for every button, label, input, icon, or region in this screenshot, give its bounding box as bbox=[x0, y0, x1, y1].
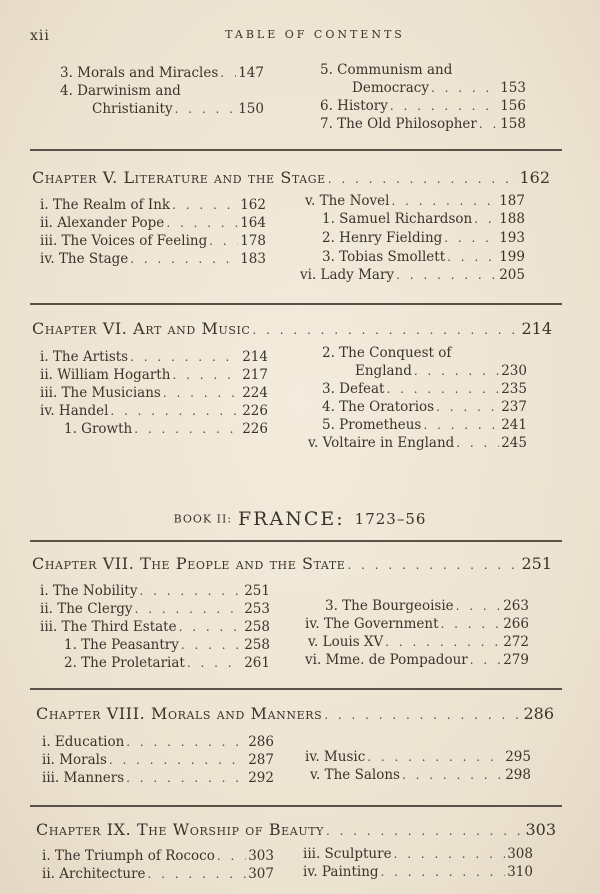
running-head: TABLE OF CONTENTS bbox=[225, 28, 405, 41]
toc-entry[interactable]: ii. Morals . . . 287 bbox=[42, 752, 274, 768]
section-rule bbox=[30, 540, 562, 542]
page-number: xii bbox=[30, 28, 50, 44]
toc-entry[interactable]: v. Voltaire in England . . . 245 bbox=[308, 435, 527, 451]
toc-entry[interactable]: 1. The Peasantry . . . 258 bbox=[64, 637, 270, 653]
toc-entry[interactable]: ii. The Clergy . . . 253 bbox=[40, 601, 270, 617]
toc-entry[interactable]: 3. Tobias Smollett . . . 199 bbox=[322, 249, 525, 265]
toc-entry[interactable]: 2. The Conquest of bbox=[322, 345, 452, 361]
section-rule bbox=[30, 805, 562, 807]
toc-entry[interactable]: 4. Darwinism and bbox=[60, 83, 181, 99]
section-rule bbox=[30, 303, 562, 305]
chapter-heading[interactable]: Chapter VII. The People and the State . . . 251 bbox=[32, 554, 552, 575]
toc-entry[interactable]: iii. The Third Estate . . . 258 bbox=[40, 619, 270, 635]
toc-entry[interactable]: 1. Samuel Richardson . . . 188 bbox=[322, 211, 525, 227]
toc-entry[interactable]: iv. Handel . . . 226 bbox=[40, 403, 268, 419]
book-heading bbox=[0, 508, 600, 530]
toc-entry[interactable]: iv. Music . . . 295 bbox=[305, 749, 531, 765]
toc-entry[interactable]: iv. The Government . . . 266 bbox=[305, 616, 529, 632]
toc-entry[interactable]: i. Education . . . 286 bbox=[42, 734, 274, 750]
toc-entry[interactable]: 3. Defeat . . . 235 bbox=[322, 381, 527, 397]
toc-entry[interactable]: iii. Sculpture . . . 308 bbox=[303, 846, 533, 862]
toc-entry[interactable]: i. The Artists . . . 214 bbox=[40, 349, 268, 365]
toc-entry[interactable]: iv. Painting . . . 310 bbox=[303, 864, 533, 880]
toc-entry[interactable]: 5. Prometheus . . . 241 bbox=[322, 417, 527, 433]
toc-entry[interactable]: vi. Mme. de Pompadour . . . 279 bbox=[305, 652, 529, 668]
toc-entry[interactable]: ii. William Hogarth . . . 217 bbox=[40, 367, 268, 383]
toc-entry[interactable]: v. The Novel . . . 187 bbox=[305, 193, 525, 209]
book-years: 1723–56 bbox=[354, 510, 427, 528]
book-label: BOOK II: bbox=[173, 512, 232, 526]
toc-entry[interactable]: 1. Growth . . . 226 bbox=[64, 421, 268, 437]
toc-entry[interactable]: 6. History . . . 156 bbox=[320, 98, 526, 114]
toc-entry-continuation[interactable]: Democracy . . . 153 bbox=[352, 80, 526, 96]
toc-entry[interactable]: v. Louis XV . . . 272 bbox=[308, 634, 529, 650]
chapter-heading[interactable]: Chapter IX. The Worship of Beauty . . . 303 bbox=[36, 820, 556, 841]
section-rule bbox=[30, 688, 562, 690]
chapter-heading[interactable]: Chapter VI. Art and Music . . . 214 bbox=[32, 319, 552, 340]
chapter-heading[interactable]: Chapter V. Literature and the Stage . . . 162 bbox=[32, 168, 550, 189]
toc-entry[interactable]: iii. Manners . . . 292 bbox=[42, 770, 274, 786]
chapter-heading[interactable]: Chapter VIII. Morals and Manners . . . 286 bbox=[36, 704, 554, 725]
toc-entry[interactable]: iii. The Voices of Feeling . . . 178 bbox=[40, 233, 266, 249]
toc-entry[interactable]: 3. Morals and Miracles . . . 147 bbox=[60, 65, 264, 81]
toc-entry[interactable]: i. The Nobility . . . 251 bbox=[40, 583, 270, 599]
toc-entry[interactable]: i. The Realm of Ink . . . 162 bbox=[40, 197, 266, 213]
page-header bbox=[30, 28, 560, 48]
toc-entry-continuation[interactable]: England . . . 230 bbox=[355, 363, 527, 379]
toc-entry[interactable]: 2. The Proletariat . . . 261 bbox=[64, 655, 270, 671]
toc-entry[interactable]: 7. The Old Philosopher . . . 158 bbox=[320, 116, 526, 132]
section-rule bbox=[30, 149, 562, 151]
toc-entry[interactable]: vi. Lady Mary . . . 205 bbox=[300, 267, 525, 283]
book-name: FRANCE: bbox=[238, 508, 345, 530]
toc-entry[interactable]: iv. The Stage . . . 183 bbox=[40, 251, 266, 267]
toc-entry[interactable]: v. The Salons . . . 298 bbox=[310, 767, 531, 783]
toc-entry-continuation[interactable]: Christianity . . . 150 bbox=[92, 101, 264, 117]
toc-entry[interactable]: 3. The Bourgeoisie . . . 263 bbox=[325, 598, 529, 614]
toc-entry[interactable]: 5. Communism and bbox=[320, 62, 453, 78]
toc-entry[interactable]: 2. Henry Fielding . . . 193 bbox=[322, 230, 525, 246]
toc-entry[interactable]: 4. The Oratorios . . . 237 bbox=[322, 399, 527, 415]
toc-entry[interactable]: i. The Triumph of Rococo . . . 303 bbox=[42, 848, 274, 864]
toc-entry[interactable]: ii. Alexander Pope . . . 164 bbox=[40, 215, 266, 231]
toc-entry[interactable]: ii. Architecture . . . 307 bbox=[42, 866, 274, 882]
toc-entry[interactable]: iii. The Musicians . . . 224 bbox=[40, 385, 268, 401]
